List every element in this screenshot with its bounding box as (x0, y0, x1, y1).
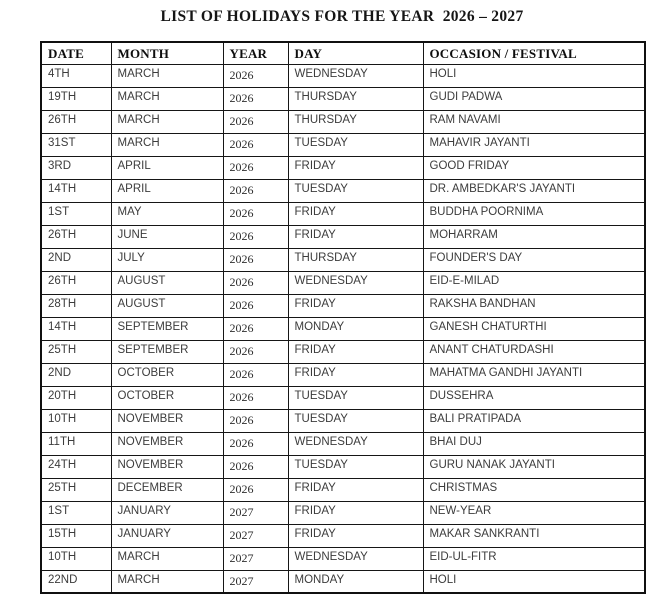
cell-date: 14TH (41, 179, 111, 202)
table-row (41, 225, 645, 248)
column-header-year: YEAR (223, 42, 288, 64)
holiday-table (40, 41, 646, 594)
cell-day: FRIDAY (288, 202, 423, 225)
cell-occasion: RAM NAVAMI (423, 110, 645, 133)
table-row (41, 87, 645, 110)
column-header-day: DAY (288, 42, 423, 64)
cell-occasion: NEW-YEAR (423, 501, 645, 524)
cell-date: 19TH (41, 87, 111, 110)
cell-month: MARCH (111, 87, 223, 110)
column-header-date: DATE (41, 42, 111, 64)
cell-day: TUESDAY (288, 409, 423, 432)
cell-day: FRIDAY (288, 340, 423, 363)
cell-year: 2026 (223, 179, 288, 202)
cell-date: 26TH (41, 271, 111, 294)
cell-day: WEDNESDAY (288, 547, 423, 570)
cell-date: 14TH (41, 317, 111, 340)
cell-occasion: CHRISTMAS (423, 478, 645, 501)
table-row (41, 432, 645, 455)
cell-date: 4TH (41, 64, 111, 87)
cell-year: 2026 (223, 225, 288, 248)
cell-month: MAY (111, 202, 223, 225)
cell-date: 22ND (41, 570, 111, 593)
cell-date: 1ST (41, 501, 111, 524)
column-header-month: MONTH (111, 42, 223, 64)
table-row (41, 271, 645, 294)
table-row (41, 133, 645, 156)
cell-day: FRIDAY (288, 225, 423, 248)
table-row (41, 386, 645, 409)
cell-date: 31ST (41, 133, 111, 156)
cell-year: 2026 (223, 409, 288, 432)
cell-day: TUESDAY (288, 455, 423, 478)
cell-day: FRIDAY (288, 478, 423, 501)
cell-date: 3RD (41, 156, 111, 179)
page-title: LIST OF HOLIDAYS FOR THE YEAR 2026 – 2027 (160, 8, 524, 25)
cell-date: 26TH (41, 110, 111, 133)
table-row (41, 179, 645, 202)
cell-year: 2026 (223, 432, 288, 455)
cell-year: 2026 (223, 110, 288, 133)
table-row (41, 202, 645, 225)
table-row (41, 501, 645, 524)
table-row (41, 524, 645, 547)
cell-day: FRIDAY (288, 524, 423, 547)
table-row (41, 340, 645, 363)
cell-year: 2026 (223, 363, 288, 386)
cell-date: 11TH (41, 432, 111, 455)
cell-year: 2026 (223, 317, 288, 340)
cell-occasion: MAHATMA GANDHI JAYANTI (423, 363, 645, 386)
table-row (41, 409, 645, 432)
table-header-row (41, 42, 645, 64)
cell-month: OCTOBER (111, 386, 223, 409)
table-row (41, 64, 645, 87)
cell-year: 2026 (223, 87, 288, 110)
table-header (41, 42, 645, 64)
cell-date: 26TH (41, 225, 111, 248)
table-row (41, 317, 645, 340)
cell-date: 10TH (41, 547, 111, 570)
cell-year: 2027 (223, 501, 288, 524)
cell-year: 2027 (223, 547, 288, 570)
cell-occasion: EID-UL-FITR (423, 547, 645, 570)
cell-month: JANUARY (111, 524, 223, 547)
cell-year: 2026 (223, 64, 288, 87)
cell-day: TUESDAY (288, 133, 423, 156)
cell-occasion: MAHAVIR JAYANTI (423, 133, 645, 156)
cell-occasion: BALI PRATIPADA (423, 409, 645, 432)
cell-month: APRIL (111, 179, 223, 202)
cell-month: AUGUST (111, 271, 223, 294)
cell-date: 25TH (41, 340, 111, 363)
cell-day: FRIDAY (288, 363, 423, 386)
table-row (41, 248, 645, 271)
cell-month: MARCH (111, 133, 223, 156)
cell-day: FRIDAY (288, 294, 423, 317)
cell-day: THURSDAY (288, 110, 423, 133)
cell-year: 2026 (223, 478, 288, 501)
cell-day: THURSDAY (288, 87, 423, 110)
cell-month: NOVEMBER (111, 432, 223, 455)
cell-year: 2027 (223, 524, 288, 547)
cell-day: TUESDAY (288, 179, 423, 202)
cell-occasion: FOUNDER'S DAY (423, 248, 645, 271)
cell-month: MARCH (111, 64, 223, 87)
cell-occasion: BUDDHA POORNIMA (423, 202, 645, 225)
cell-month: JANUARY (111, 501, 223, 524)
cell-occasion: DR. AMBEDKAR'S JAYANTI (423, 179, 645, 202)
cell-occasion: MAKAR SANKRANTI (423, 524, 645, 547)
table-row (41, 363, 645, 386)
cell-occasion: GURU NANAK JAYANTI (423, 455, 645, 478)
cell-date: 20TH (41, 386, 111, 409)
table-row (41, 156, 645, 179)
cell-month: SEPTEMBER (111, 340, 223, 363)
cell-date: 2ND (41, 363, 111, 386)
cell-occasion: GANESH CHATURTHI (423, 317, 645, 340)
cell-month: MARCH (111, 110, 223, 133)
table-row (41, 294, 645, 317)
cell-month: DECEMBER (111, 478, 223, 501)
cell-year: 2026 (223, 340, 288, 363)
cell-date: 15TH (41, 524, 111, 547)
cell-occasion: GOOD FRIDAY (423, 156, 645, 179)
cell-month: APRIL (111, 156, 223, 179)
cell-date: 10TH (41, 409, 111, 432)
cell-year: 2026 (223, 386, 288, 409)
cell-day: WEDNESDAY (288, 64, 423, 87)
cell-month: NOVEMBER (111, 455, 223, 478)
cell-month: JULY (111, 248, 223, 271)
cell-year: 2026 (223, 455, 288, 478)
cell-month: MARCH (111, 570, 223, 593)
cell-occasion: ANANT CHATURDASHI (423, 340, 645, 363)
cell-year: 2026 (223, 156, 288, 179)
cell-month: SEPTEMBER (111, 317, 223, 340)
cell-year: 2026 (223, 294, 288, 317)
cell-occasion: BHAI DUJ (423, 432, 645, 455)
table-row (41, 547, 645, 570)
cell-date: 1ST (41, 202, 111, 225)
cell-day: THURSDAY (288, 248, 423, 271)
cell-day: MONDAY (288, 317, 423, 340)
cell-day: MONDAY (288, 570, 423, 593)
table-row (41, 570, 645, 593)
cell-year: 2026 (223, 202, 288, 225)
cell-occasion: EID-E-MILAD (423, 271, 645, 294)
cell-year: 2026 (223, 271, 288, 294)
cell-year: 2026 (223, 133, 288, 156)
cell-day: FRIDAY (288, 501, 423, 524)
cell-day: TUESDAY (288, 386, 423, 409)
table-row (41, 455, 645, 478)
cell-occasion: HOLI (423, 64, 645, 87)
cell-date: 25TH (41, 478, 111, 501)
cell-occasion: RAKSHA BANDHAN (423, 294, 645, 317)
table-body (41, 64, 645, 593)
cell-date: 28TH (41, 294, 111, 317)
cell-month: AUGUST (111, 294, 223, 317)
cell-day: WEDNESDAY (288, 271, 423, 294)
cell-year: 2027 (223, 570, 288, 593)
cell-day: WEDNESDAY (288, 432, 423, 455)
table-row (41, 478, 645, 501)
cell-month: MARCH (111, 547, 223, 570)
cell-occasion: DUSSEHRA (423, 386, 645, 409)
cell-month: JUNE (111, 225, 223, 248)
cell-occasion: HOLI (423, 570, 645, 593)
cell-occasion: MOHARRAM (423, 225, 645, 248)
cell-month: OCTOBER (111, 363, 223, 386)
cell-date: 24TH (41, 455, 111, 478)
cell-day: FRIDAY (288, 156, 423, 179)
cell-year: 2026 (223, 248, 288, 271)
cell-occasion: GUDI PADWA (423, 87, 645, 110)
column-header-occasion: OCCASION / FESTIVAL (423, 42, 645, 64)
table-row (41, 110, 645, 133)
cell-date: 2ND (41, 248, 111, 271)
cell-month: NOVEMBER (111, 409, 223, 432)
